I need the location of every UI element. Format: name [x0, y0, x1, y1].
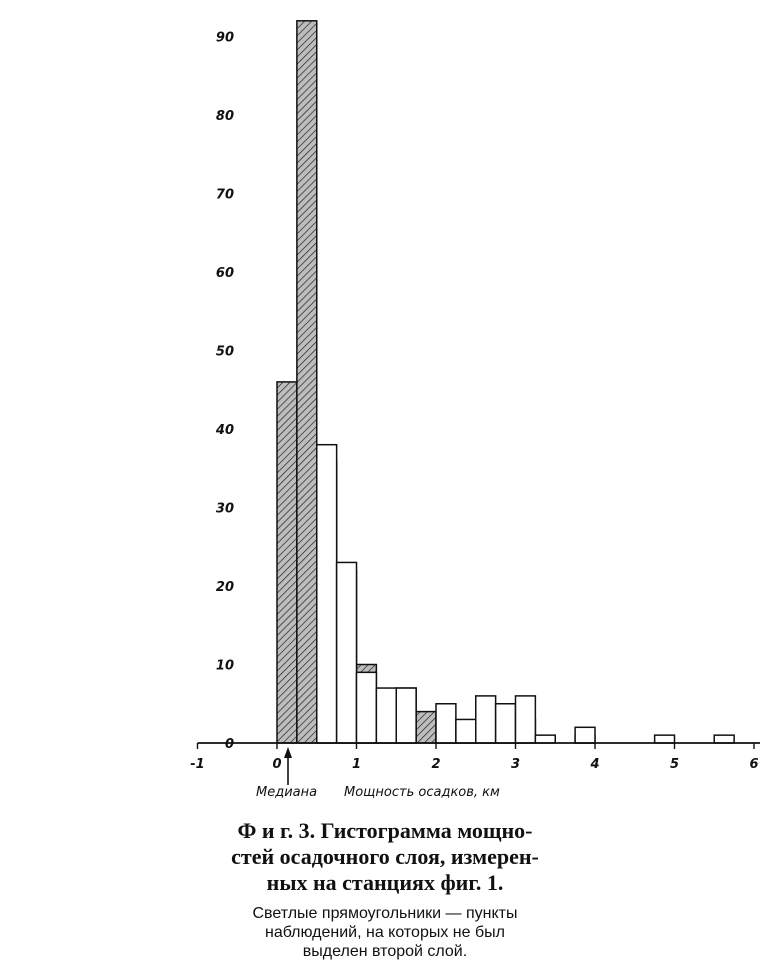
x-tick-label-2: 1 [351, 757, 362, 772]
x-axis-label: Мощность осадков, км [344, 785, 500, 800]
y-tick-label-4: 40 [215, 423, 234, 438]
figure-caption-note [200, 904, 570, 961]
x-tick-label-0: -1 [190, 757, 205, 772]
open-bar-8 [496, 704, 516, 743]
y-tick-label-5: 50 [215, 344, 234, 360]
open-bar-1 [337, 562, 357, 743]
y-tick-label-9: 90 [215, 30, 234, 46]
open-bar-5 [436, 704, 456, 743]
caption-note-line-2: наблюдений, на которых не был [265, 924, 505, 941]
open-bar-9 [516, 696, 536, 743]
caption-note-line-3: выделен второй слой. [302, 943, 468, 960]
open-bars-group [317, 445, 734, 743]
ticks-group [190, 31, 758, 773]
x-tick-label-4: 3 [510, 757, 521, 772]
open-bar-11 [575, 727, 595, 743]
open-bar-10 [535, 735, 555, 743]
x-tick-label-7: 6 [749, 757, 759, 772]
y-tick-label-8: 80 [215, 109, 234, 124]
y-tick-label-7: 70 [215, 187, 234, 203]
x-tick-label-5: 4 [590, 757, 600, 772]
y-tick-label-0: 0 [224, 737, 234, 752]
open-bar-7 [476, 696, 496, 743]
caption-title-line-2: стей осадочного слоя, измерен- [231, 844, 539, 869]
y-tick-label-3: 30 [215, 501, 234, 517]
y-tick-label-6: 60 [215, 266, 234, 281]
x-tick-label-6: 5 [669, 757, 680, 772]
y-tick-label-1: 10 [215, 658, 234, 674]
median-label: Медиана [256, 785, 318, 800]
caption-title-line-1: Ф и г. 3. Гистограмма мощно- [237, 818, 533, 843]
open-bar-3 [376, 688, 396, 743]
open-bar-12 [655, 735, 675, 743]
median-marker [256, 747, 317, 800]
y-tick-label-2: 20 [215, 580, 234, 595]
hatched-bar-7 [416, 712, 436, 743]
median-arrow-head [284, 747, 292, 758]
x-tick-label-1: 0 [272, 757, 282, 772]
caption-title-line-3: ных на станциях фиг. 1. [266, 870, 504, 895]
hatched-bar-1 [297, 21, 317, 743]
x-tick-label-3: 2 [431, 757, 441, 772]
caption-note-line-1: Светлые прямоугольники — пункты [252, 905, 518, 922]
open-bar-0 [317, 445, 337, 743]
open-bar-6 [456, 719, 476, 743]
hatched-bar-0 [277, 382, 297, 743]
open-bar-4 [396, 688, 416, 743]
open-bar-2 [357, 672, 377, 743]
figure-caption-title [200, 818, 570, 896]
open-bar-13 [714, 735, 734, 743]
